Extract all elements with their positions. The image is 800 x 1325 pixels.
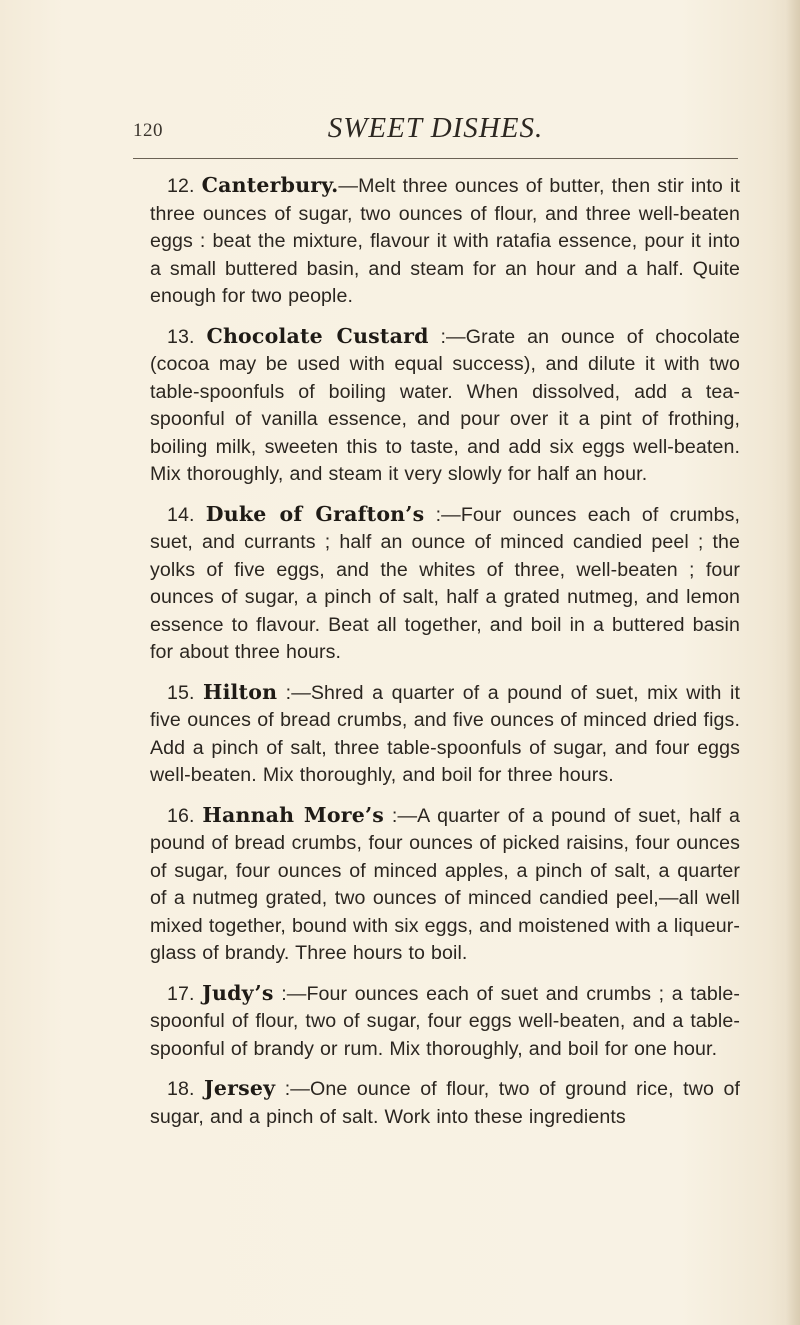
recipe-entry-14 [150,501,740,667]
recipe-title: Duke of Grafton’s [205,501,425,526]
recipe-entry-13 [150,323,740,489]
recipe-text: —Melt three ounces of butter, then stir into it three ounces of sugar, two ounces of flour, and three well-beaten eggs : beat the mixture, flavour it with ratafia essence, pour it into a small buttered basin, and steam for an hour and a half. Quite enough for two people. [150,175,741,307]
recipe-text: :—Grate an ounce of chocolate (cocoa may be used with equal success), and dilute it with two table-spoonfuls of boiling water. When dissolved, add a tea-spoonful of vanilla essence, and pour over it a pint of frothing, boiling milk, sweeten this to taste, and add six eggs well-beaten. Mix thoroughly, and steam it very slowly for half an hour. [150,325,740,485]
recipe-text: :—Four ounces each of suet and crumbs ; a table-spoonful of flour, two of sugar, four eggs well-beaten, and a table-spoonful of brandy or rum. Mix thoroughly, and boil for one hour. [150,982,740,1060]
recipe-entry-16 [150,802,740,968]
recipe-number: 17. [167,982,195,1005]
recipe-number: 13. [167,325,195,348]
recipe-text: :—Four ounces each of crumbs, suet, and currants ; half an ounce of minced candied peel ; the yolks of five eggs, and the whites of three, well-beaten ; four ounces of sugar, a pinch of salt, half a grated nutmeg, and lemon essence to flavour. Beat all together, and boil in a buttered basin for about three hours. [150,503,741,663]
running-title: SWEET DISHES. [327,112,544,144]
recipe-number: 12. [167,175,195,197]
recipe-number: 16. [167,804,195,827]
recipe-text: :—Shred a quarter of a pound of suet, mix with it five ounces of bread crumbs, and five ounces of minced dried figs. Add a pinch of salt, three table-spoonfuls of sugar, and four eggs well-beaten. Mix thoroughly, and boil for three hours. [150,681,740,786]
recipe-text: :—A quarter of a pound of suet, half a pound of bread crumbs, four ounces of picked raisins, four ounces of sugar, four ounces of minced apples, a pinch of salt, a quarter of a nutmeg grated, two ounces of minced candied peel,—all well mixed together, bound with six eggs, and moistened with a liqueur-glass of brandy. Three hours to boil. [150,804,740,964]
header-rule [133,158,738,159]
recipe-title: Hilton [203,679,278,704]
recipe-text: :—One ounce of flour, two of ground rice, two of sugar, and a pinch of salt. Work into these ingredients [150,1078,740,1128]
page-number: 120 [133,120,163,141]
recipe-title: Hannah More’s [202,802,385,827]
recipe-title: Jersey [204,1076,276,1100]
running-head [133,112,738,160]
recipe-number: 18. [167,1078,195,1100]
recipe-title: Canterbury. [201,173,339,197]
recipe-number: 15. [167,681,195,704]
recipe-entry-17 [150,980,740,1064]
recipe-entry-15 [150,679,740,790]
recipe-list [150,172,740,1143]
recipe-title: Judy’s [202,980,274,1005]
recipe-title: Chocolate Custard [206,323,429,348]
page-edge-shadow [786,0,800,1325]
recipe-entry-18 [150,1075,740,1131]
recipe-entry-12 [150,172,740,311]
recipe-number: 14. [167,503,195,526]
